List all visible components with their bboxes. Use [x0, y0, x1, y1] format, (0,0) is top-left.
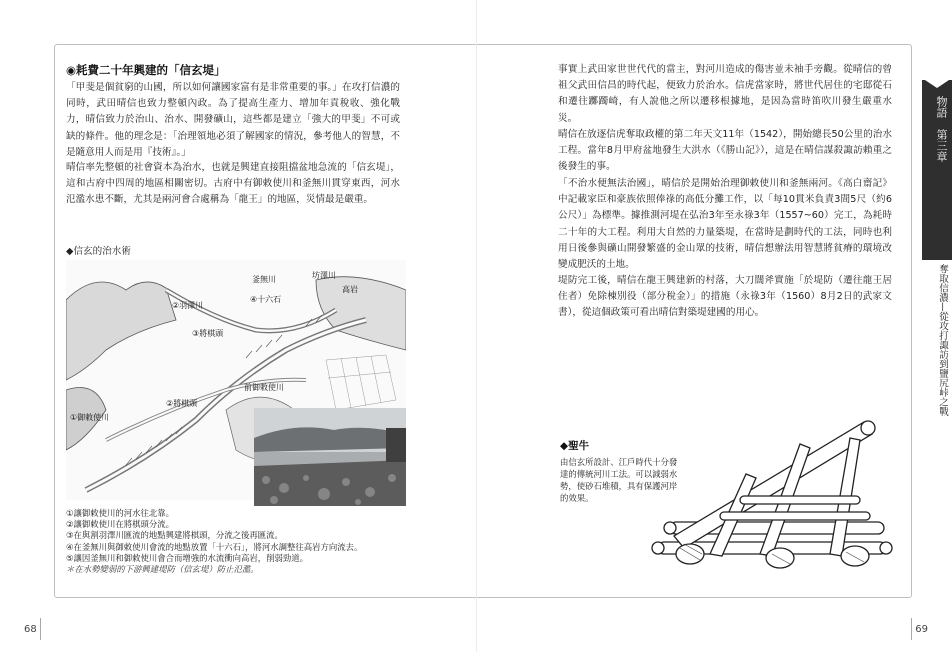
chapter-tab-label: 物語 第三章	[935, 96, 948, 162]
seigyu-illustration	[650, 404, 900, 580]
label-takaiwa: 高岩	[342, 285, 358, 294]
left-margin-mark	[40, 618, 41, 640]
caption-4: ④在釜無川與御敕使川會流的地點放置「十六石」，將河水調整往高岩方向流去。	[66, 541, 363, 552]
label-midai: ①御敕使川	[70, 413, 110, 422]
label-shogi: ③將棋頭	[192, 329, 224, 338]
river-photo	[254, 408, 406, 506]
section-heading: ◉耗費二十年興建的「信玄堤」	[66, 63, 226, 77]
seigyu-description: 由信玄所設計、江戶時代十分發達的傳統河川工法。可以減弱水勢，使砂石堆積，具有保護河岸的效果。	[560, 457, 678, 503]
label-boseki: 坊澤川	[312, 271, 336, 280]
label-maeoshiki: 前御敕使川	[244, 383, 284, 392]
caption-2: ②讓御敕使川在將棋頭分流。	[66, 519, 175, 530]
caption-note: ＊在水勢變弱的下游興建堤防（信玄堤）防止氾濫。	[66, 564, 259, 575]
page-number-left: 68	[24, 624, 37, 635]
right-paragraph-3: 「不治水便無法治國」，晴信於是開始治理御敕使川和釜無兩河。《高白齋記》中記載家臣和豪族依照俸祿的高低分攤工作，以「每10貫米負責3間5尺（約6公尺）」為標準。據推測河堤在弘治3年至永祿3年（1557~60）完工，為耗時二十年的大工程。利用大自然的力量築堤，在當時是劃時代的工法，同時也利用日後參與礦山開發繁盛的金山眾的技術，晴信想辦法用智慧將貧瘠的環境改變成肥沃的土地。	[558, 178, 892, 271]
right-paragraph-1: 事實上武田家世世代代的當主，對河川造成的傷害並未袖手旁觀。從晴信的曾祖父武田信昌的時代起，便致力於治水。信虎當家時，將世代居住的宅邸從石和遷往躑躅崎，有人說他之所以遷移根據地，是因為當時笛吹川發生嚴重水災。	[558, 64, 892, 124]
book-gutter	[476, 0, 477, 652]
figure-title-seigyu: ◆聖牛	[560, 440, 590, 452]
figure-title-water-control: ◆信玄的治水術	[66, 246, 131, 257]
label-jurokuishi: ④十六石	[250, 295, 282, 304]
right-margin-mark	[911, 618, 912, 640]
page-number-right: 69	[915, 624, 928, 635]
caption-1: ①讓御敕使川的河水往北靠。	[66, 508, 175, 518]
label-kamanashi: 釜無川	[252, 275, 276, 284]
label-hanezawa: ②羽澤川	[172, 301, 204, 310]
right-paragraph-2: 晴信在放逐信虎奪取政權的第二年天文11年（1542），開始總長50公里的治水工程。當年8月甲府盆地發生大洪水（《勝山記》），這是在晴信謀殺諏訪賴重之後發生的事。	[558, 129, 892, 173]
left-paragraph-1: 「甲斐是個貧窮的山國，所以如何讓國家富有是非常重要的事。」在攻打信濃的同時，武田晴信也致力整頓內政。為了提高生產力、增加年貢稅收、強化戰力，晴信致力於治山、治水、開發礦山，這些都是建立「強大的甲斐」不可或缺的條件。他的理念是：「治理領地必須了解國家的情況，參考他人的智慧，不是隨意用人而是用『技術』。」	[66, 82, 400, 158]
chapter-subtitle: 奪取信濃—從攻打諏訪到鹽尻峠之戰	[937, 264, 948, 416]
chapter-tab-notch	[922, 78, 952, 88]
right-paragraph-4: 堤防完工後，晴信在龍王興建新的村落，大刀闊斧實施「於堤防（遷往龍王居住者）免除棟別役（部分稅金）」的措施（永祿3年（1560）8月2日的武家文書），從這個政策可看出晴信對築堤建國的用心。	[558, 275, 892, 319]
caption-5: ⑤讓因釜無川和御敕使川會合而增強的水流衝向高岩，削弱勁道。	[66, 552, 309, 563]
label-shogi-2: ②將棋頭	[166, 399, 198, 408]
caption-3: ③在與割羽澤川匯流的地點興建將棋頭，分流之後再匯流。	[66, 530, 283, 541]
figure-captions	[66, 508, 406, 575]
left-paragraph-2: 晴信率先整頓的社會資本為治水，也就是興建直接阻擋盆地急流的「信玄堤」，這和古府中四周的地區相關密切。古府中有御敕使川和釜無川貫穿東西，河水氾濫水患不斷，尤其是兩河會合處稱為「龍王」的地區，災情最是嚴重。	[66, 162, 400, 206]
